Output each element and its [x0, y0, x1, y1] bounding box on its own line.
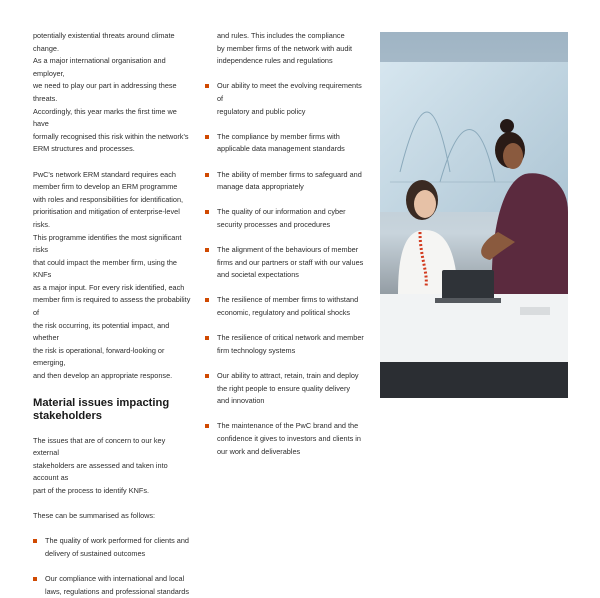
heading-line: Material issues impacting: [33, 396, 170, 409]
bullet-square-icon: [205, 248, 209, 252]
text-line: and rules. This includes the compliance: [217, 31, 345, 40]
text-line: regulatory and public policy: [217, 106, 306, 116]
text-line: we need to play our part in addressing these threats.: [33, 81, 177, 103]
text-line: security processes and procedures: [217, 219, 331, 229]
text-line: PwC's network ERM standard requires each: [33, 169, 176, 179]
middle-column: [205, 30, 365, 458]
list-item: [205, 294, 365, 319]
photo-illustration: [380, 32, 568, 398]
bullet-square-icon: [205, 424, 209, 428]
text-line: applicable data management standards: [217, 144, 345, 154]
text-line: our work and deliverables: [217, 446, 301, 456]
text-line: manage data appropriately: [217, 182, 304, 192]
left-column: [33, 30, 193, 598]
heading-line: stakeholders: [33, 409, 103, 422]
text-line: The compliance by member firms with: [217, 131, 340, 141]
bullet-square-icon: [33, 577, 37, 581]
photo-two-women-at-laptop: [380, 32, 568, 398]
text-line: member firm is required to assess the probability of: [33, 295, 191, 318]
text-line: formally recognised this risk within the network's: [33, 131, 189, 141]
text-line: Our ability to meet the evolving requirements of: [217, 81, 362, 103]
erm-paragraph: [33, 169, 193, 383]
text-line: the risk occurring, its potential impact, and whether: [33, 320, 170, 343]
text-line: Our compliance with international and local: [45, 574, 185, 584]
text-line: and innovation: [217, 396, 265, 406]
text-line: Accordingly, this year marks the first time we have: [33, 106, 177, 129]
bullet-square-icon: [205, 374, 209, 378]
list-item: [205, 131, 365, 156]
list-item: [205, 244, 365, 282]
text-line: laws, regulations and professional standards: [45, 586, 189, 596]
section-heading: [33, 397, 193, 423]
text-line: and then develop an appropriate response.: [33, 371, 173, 381]
intro-paragraph: [33, 30, 193, 156]
bullet-square-icon: [33, 539, 37, 543]
text-line: economic, regulatory and political shocks: [217, 308, 351, 318]
text-line: prioritisation and mitigation of enterprise-level risks.: [33, 207, 180, 229]
list-item: [205, 80, 365, 118]
text-line: ERM structures and processes.: [33, 144, 135, 154]
bullet-square-icon: [205, 135, 209, 139]
continuation-text: [205, 30, 365, 68]
text-line: This programme identifies the most significant risks: [33, 232, 182, 255]
list-item: [205, 332, 365, 357]
summary-line: These can be summarised as follows:: [33, 511, 156, 521]
text-line: The issues that are of concern to our key external: [33, 435, 166, 458]
text-line: stakeholders are assessed and taken into account as: [33, 460, 168, 483]
list-item: [205, 370, 365, 408]
text-line: that could impact the member firm, using the KNFs: [33, 257, 177, 280]
text-line: part of the process to identify KNFs.: [33, 486, 149, 495]
text-line: firm technology systems: [217, 345, 296, 355]
text-line: and societal expectations: [217, 270, 299, 280]
bullet-square-icon: [205, 336, 209, 340]
list-item: [205, 169, 365, 194]
issues-paragraph: [33, 435, 193, 498]
bullet-square-icon: [205, 210, 209, 214]
text-line: as a major input. For every risk identified, each: [33, 282, 185, 292]
text-line: the risk is operational, forward-looking or emerging,: [33, 345, 165, 368]
list-item: [205, 206, 365, 231]
text-line: potentially existential threats around climate change.: [33, 31, 175, 53]
text-line: delivery of sustained outcomes: [45, 548, 146, 558]
bullet-square-icon: [205, 84, 209, 88]
text-line: The maintenance of the PwC brand and the: [217, 421, 359, 431]
text-line: firms and our partners or staff with our values: [217, 257, 364, 267]
text-line: the right people to ensure quality delivery: [217, 383, 351, 393]
list-item: [205, 420, 365, 458]
list-item: [33, 573, 193, 598]
text-line: with roles and responsibilities for identification,: [33, 194, 184, 204]
text-line: The quality of our information and cyber: [217, 207, 346, 217]
text-line: The alignment of the behaviours of member: [217, 245, 359, 255]
text-line: member firm to develop an ERM programme: [33, 182, 178, 192]
text-line: independence rules and regulations: [217, 56, 333, 66]
text-line: The resilience of member firms to withstand: [217, 295, 359, 305]
bullet-square-icon: [205, 298, 209, 302]
text-line: The ability of member firms to safeguard and: [217, 169, 362, 179]
text-line: Our ability to attract, retain, train and deploy: [217, 371, 359, 381]
text-line: The quality of work performed for clients and: [45, 536, 189, 546]
text-line: confidence it gives to investors and clients in: [217, 434, 361, 443]
list-item: [33, 535, 193, 560]
text-line: The resilience of critical network and member: [217, 333, 364, 343]
text-line: by member firms of the network with audit: [217, 43, 353, 53]
bullet-square-icon: [205, 173, 209, 177]
text-line: As a major international organisation and employer,: [33, 56, 166, 78]
